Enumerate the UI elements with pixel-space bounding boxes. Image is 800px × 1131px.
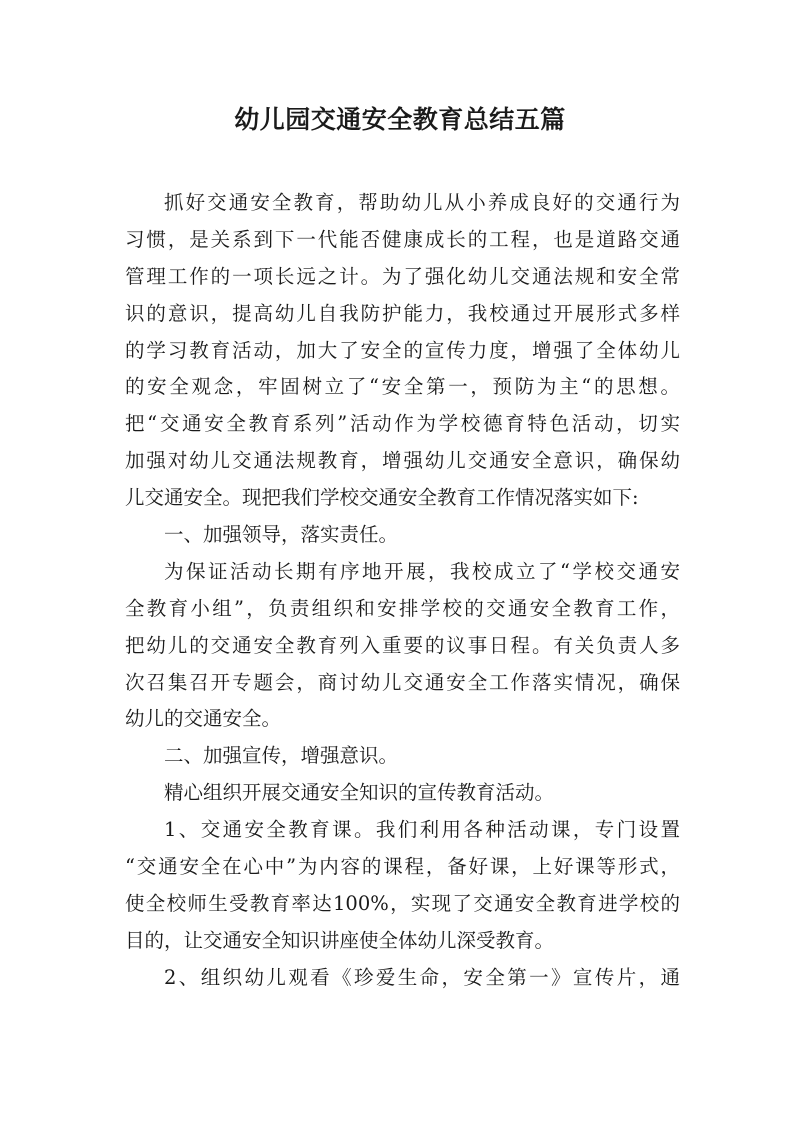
section-heading: 二、加强宣传，增强意识。 (164, 744, 399, 768)
paragraph-line: 全教育小组”，负责组织和安排学校的交通安全教育工作， (125, 596, 680, 620)
paragraph-line: 加强对幼儿交通法规教育，增强幼儿交通安全意识，确保幼 (125, 449, 680, 473)
document-body (125, 185, 680, 997)
paragraph-line: “交通安全在心中”为内容的课程，备好课，上好课等形式， (125, 855, 680, 879)
paragraph-line: 抓好交通安全教育，帮助幼儿从小养成良好的交通行为 (164, 191, 680, 214)
paragraph-line: 把“交通安全教育系列”活动作为学校德育特色活动，切实 (125, 412, 680, 436)
paragraph-line: 使全校师生受教育率达100%，实现了交通安全教育进学校的 (125, 891, 680, 915)
paragraph-line: 1、交通安全教育课。我们利用各种活动课，专门设置 (164, 818, 680, 842)
paragraph-line: 次召集召开专题会，商讨幼儿交通安全工作落实情况，确保 (125, 670, 680, 694)
paragraph-line: 精心组织开展交通安全知识的宣传教育活动。 (164, 781, 555, 805)
paragraph-line: 为保证活动长期有序地开展，我校成立了“学校交通安 (164, 559, 680, 583)
paragraph-line: 管理工作的一项长远之计。为了强化幼儿交通法规和安全常 (125, 264, 680, 288)
paragraph-line: 识的意识，提高幼儿自我防护能力，我校通过开展形式多样 (125, 301, 680, 325)
paragraph-line: 儿交通安全。现把我们学校交通安全教育工作情况落实如下: (125, 486, 639, 510)
paragraph-line: 把幼儿的交通安全教育列入重要的议事日程。有关负责人多 (125, 633, 680, 657)
section-heading: 一、加强领导，落实责任。 (164, 523, 399, 547)
paragraph-line: 习惯，是关系到下一代能否健康成长的工程，也是道路交通 (125, 227, 680, 251)
paragraph-line: 目的，让交通安全知识讲座使全体幼儿深受教育。 (125, 928, 555, 952)
paragraph-line: 的学习教育活动，加大了安全的宣传力度，增强了全体幼儿 (125, 338, 680, 362)
paragraph-line: 2、组织幼儿观看《珍爱生命，安全第一》宣传片，通 (164, 965, 680, 989)
paragraph-line: 的安全观念，牢固树立了“安全第一，预防为主“的思想。 (125, 375, 680, 399)
paragraph-line: 幼儿的交通安全。 (125, 707, 282, 731)
document-title: 幼儿园交通安全教育总结五篇 (234, 105, 566, 134)
